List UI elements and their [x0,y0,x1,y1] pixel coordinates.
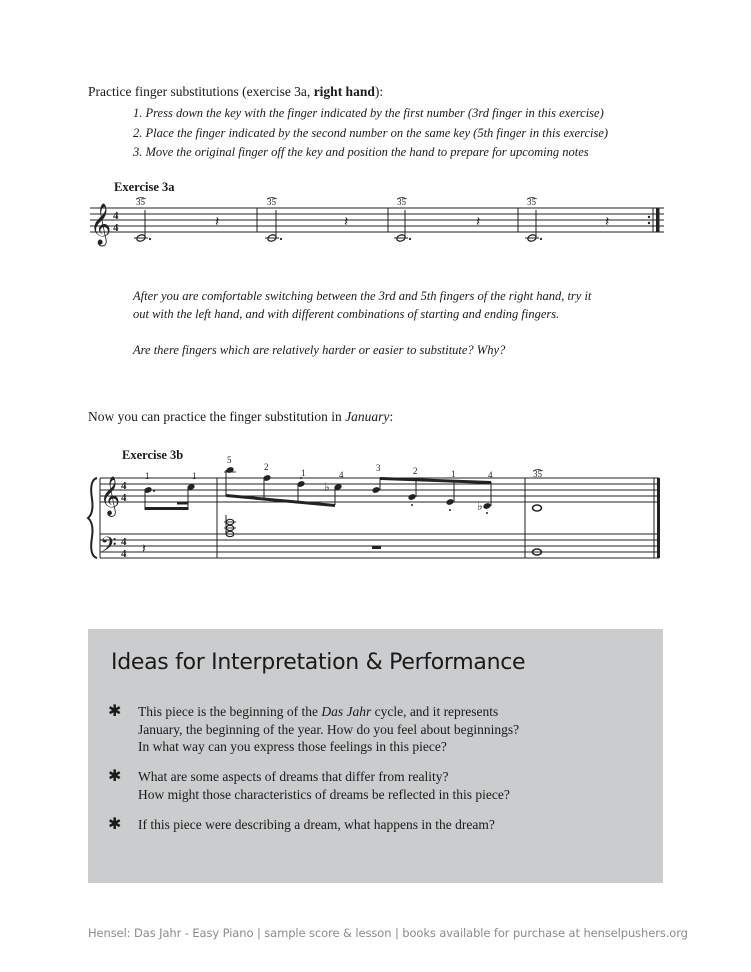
step-1: 1. Press down the key with the finger indicated by the first number (3rd finger in this exercise) [133,106,604,120]
svg-text:35: 35 [533,469,542,479]
svg-text:♭: ♭ [477,499,483,513]
svg-text:3: 3 [376,463,381,473]
svg-text:1: 1 [145,471,150,481]
practice-suffix: : [389,409,394,424]
asterisk-icon: ✱ [108,814,122,833]
bullet-1-line-3: In what way can you express those feelings in this piece? [138,739,447,754]
exercise-3b-title: Exercise 3b [122,448,184,462]
svg-text:2: 2 [413,466,418,476]
practice-prefix: Now you can practice the finger substitution in [88,409,346,424]
steps-list [133,104,608,163]
exercise-3a-staff [88,195,668,255]
bass-clef-icon: 𝄢 [100,533,117,563]
intro-line [88,84,383,100]
bullet-3-line-1: If this piece were describing a dream, what happens in the dream? [138,817,495,832]
svg-text:1: 1 [451,469,456,479]
footer: Hensel: Das Jahr - Easy Piano | sample score & lesson | books available for purchase at henselpushers.org [88,926,688,940]
svg-text:𝄽: 𝄽 [476,214,481,230]
svg-text:𝄽: 𝄽 [605,214,610,230]
svg-text:4: 4 [121,536,127,548]
step-2: 2. Place the finger indicated by the second number on the same key (5th finger in this exercise) [133,125,609,140]
svg-text:35: 35 [267,197,276,207]
question-text: Are there fingers which are relatively harder or easier to substitute? Why? [133,343,506,357]
svg-text:4: 4 [121,480,127,492]
svg-text:4: 4 [121,548,127,560]
exercise-3a-title: Exercise 3a [114,180,175,194]
bullet-1-line-1: This piece is the beginning of the Das Jahr cycle, and it represents [138,704,499,719]
ideas-box [88,629,663,883]
svg-text:35: 35 [136,197,145,207]
svg-text:𝄽: 𝄽 [142,542,146,557]
exercise-3b-staff [88,455,668,565]
bullet-1-line-2: January, the beginning of the year. How do you feel about beginnings? [138,721,520,737]
svg-text:4: 4 [339,470,344,480]
svg-text:35: 35 [397,197,406,207]
treble-clef-icon: 𝄞 [90,204,112,245]
asterisk-icon: ✱ [108,766,122,785]
svg-text:35: 35 [527,197,536,207]
svg-text:𝄽: 𝄽 [215,214,220,230]
svg-text:5: 5 [227,455,232,465]
bullet-2-line-2: How might those characteristics of dreams be reflected in this piece? [138,786,510,802]
intro-suffix: ): [374,84,384,99]
intro-bold: right hand [313,84,375,99]
intro-prefix: Practice finger substitutions (exercise 3a, [88,84,314,99]
practice-italic: January [345,409,390,424]
after-line-1: After you are comfortable switching between the 3rd and 5th fingers of the right hand, try it [133,289,592,303]
step-3: 3. Move the original finger off the key and position the hand to prepare for upcoming notes [133,145,589,159]
asterisk-icon: ✱ [108,701,122,720]
after-paragraph [133,287,591,323]
svg-text:1: 1 [192,471,197,481]
time-sig-top: 4 [113,210,119,222]
ideas-title: Ideas for Interpretation & Performance [111,650,526,675]
bullet-2-line-1: What are some aspects of dreams that differ from reality? [138,769,449,784]
svg-text:𝄽: 𝄽 [344,214,349,230]
after-line-2: out with the left hand, and with different combinations of starting and ending fingers. [133,307,560,321]
svg-text:4: 4 [121,492,127,504]
svg-text:4: 4 [488,470,493,480]
svg-text:1: 1 [301,468,306,478]
treble-clef-icon: 𝄞 [100,476,121,516]
svg-text:♭: ♭ [324,480,330,494]
practice-line [88,409,393,425]
time-sig-bottom: 4 [113,222,119,234]
svg-text:2: 2 [264,462,269,472]
